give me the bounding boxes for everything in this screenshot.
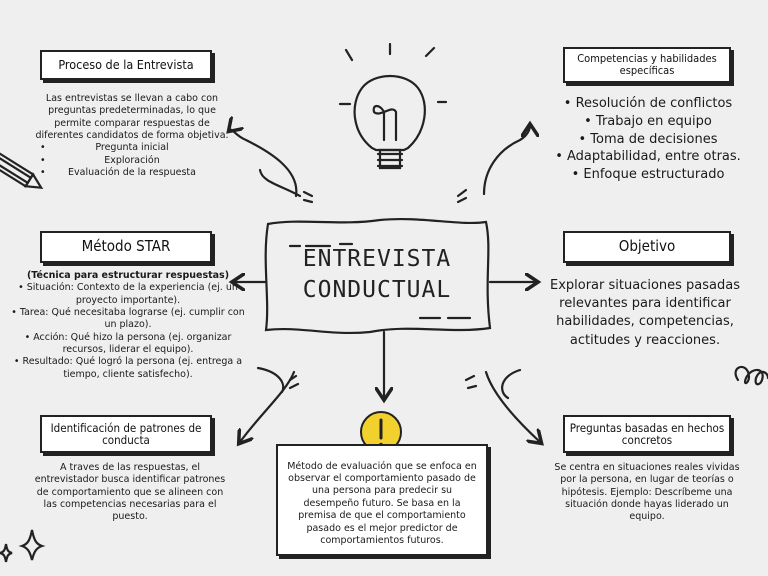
patrones-title [40,415,212,453]
star-subtitle: (Técnica para estructurar respuestas) [26,270,230,281]
list-item: • Pregunta inicial [34,142,230,154]
competencias-list [552,95,744,184]
list-item: • Enfoque estructurado [571,167,725,183]
list-item: • Evaluación de la respuesta [34,167,230,179]
lightbulb-icon [340,44,446,168]
list-item: • Acción: Qué hizo la persona (ej. organizar recursos, liderar el equipo). [24,331,232,356]
preguntas-title-text: Preguntas basadas en hechos concretos [569,420,725,447]
proceso-title-text: Proceso de la Entrevista [58,57,194,73]
list-item: • Resultado: Qué logró la persona (ej. entrega a tiempo, cliente satisfecho). [13,356,243,380]
patrones-body: A traves de las respuestas, el entrevistador busca identificar patrones de comportamiento que se alineen con las competencias necesarias para el puesto. [34,462,226,523]
list-item: • Toma de decisiones [578,131,718,147]
list-item: • Adaptabilidad, entre otras. [555,149,741,165]
competencias-title-text: Competencias y habilidades específicas [577,52,717,77]
list-item: • Tarea: Qué necesitaba lograrse (ej. cumplir con un plazo). [11,307,245,331]
star-title [40,231,212,263]
objetivo-title [563,231,731,263]
list-item: • Situación: Contexto de la experiencia (ej. un proyecto importante). [18,282,238,306]
list-item: • Exploración [34,155,230,167]
objetivo-body: Explorar situaciones pasadas relevantes para identificar habilidades, competencias, actitudes y reacciones. [549,278,740,348]
list-item: • Trabajo en equipo [584,113,712,129]
list-item: • Resolución de conflictos [563,96,733,111]
metodo-box [276,444,488,556]
central-title-line1: ENTREVISTA [302,245,452,272]
central-topic [266,220,488,330]
sparkle-icon [0,530,42,562]
swirl-icon [736,367,768,384]
objetivo-title-text: Objetivo [618,237,676,256]
central-title-line2: CONDUCTUAL [302,277,452,303]
metodo-description: Método de evaluación que se enfoca en observar el comportamiento pasado de una persona para predecir su desempeño futuro. Se basa en la premisa de que el comportamiento pasado es el mejor predictor de comportamientos futuros. [287,460,477,546]
proceso-list [34,142,230,179]
star-body [8,270,248,381]
competencias-title [563,47,731,83]
proceso-body [34,93,230,179]
preguntas-body: Se centra en situaciones reales vividas por la persona, en lugar de teorías o hipótesis. Ejemplo: Descríbeme una situación donde hayas liderado un equipo. [554,462,740,523]
patrones-title-text: Identificación de patrones de conducta [50,420,202,447]
star-title-text: Método STAR [81,237,171,256]
preguntas-title [563,415,731,453]
proceso-title [40,50,212,80]
proceso-description: Las entrevistas se llevan a cabo con preguntas predeterminadas, lo que permite comparar respuestas de diferentes candidatos de forma objetiva. [35,93,229,142]
